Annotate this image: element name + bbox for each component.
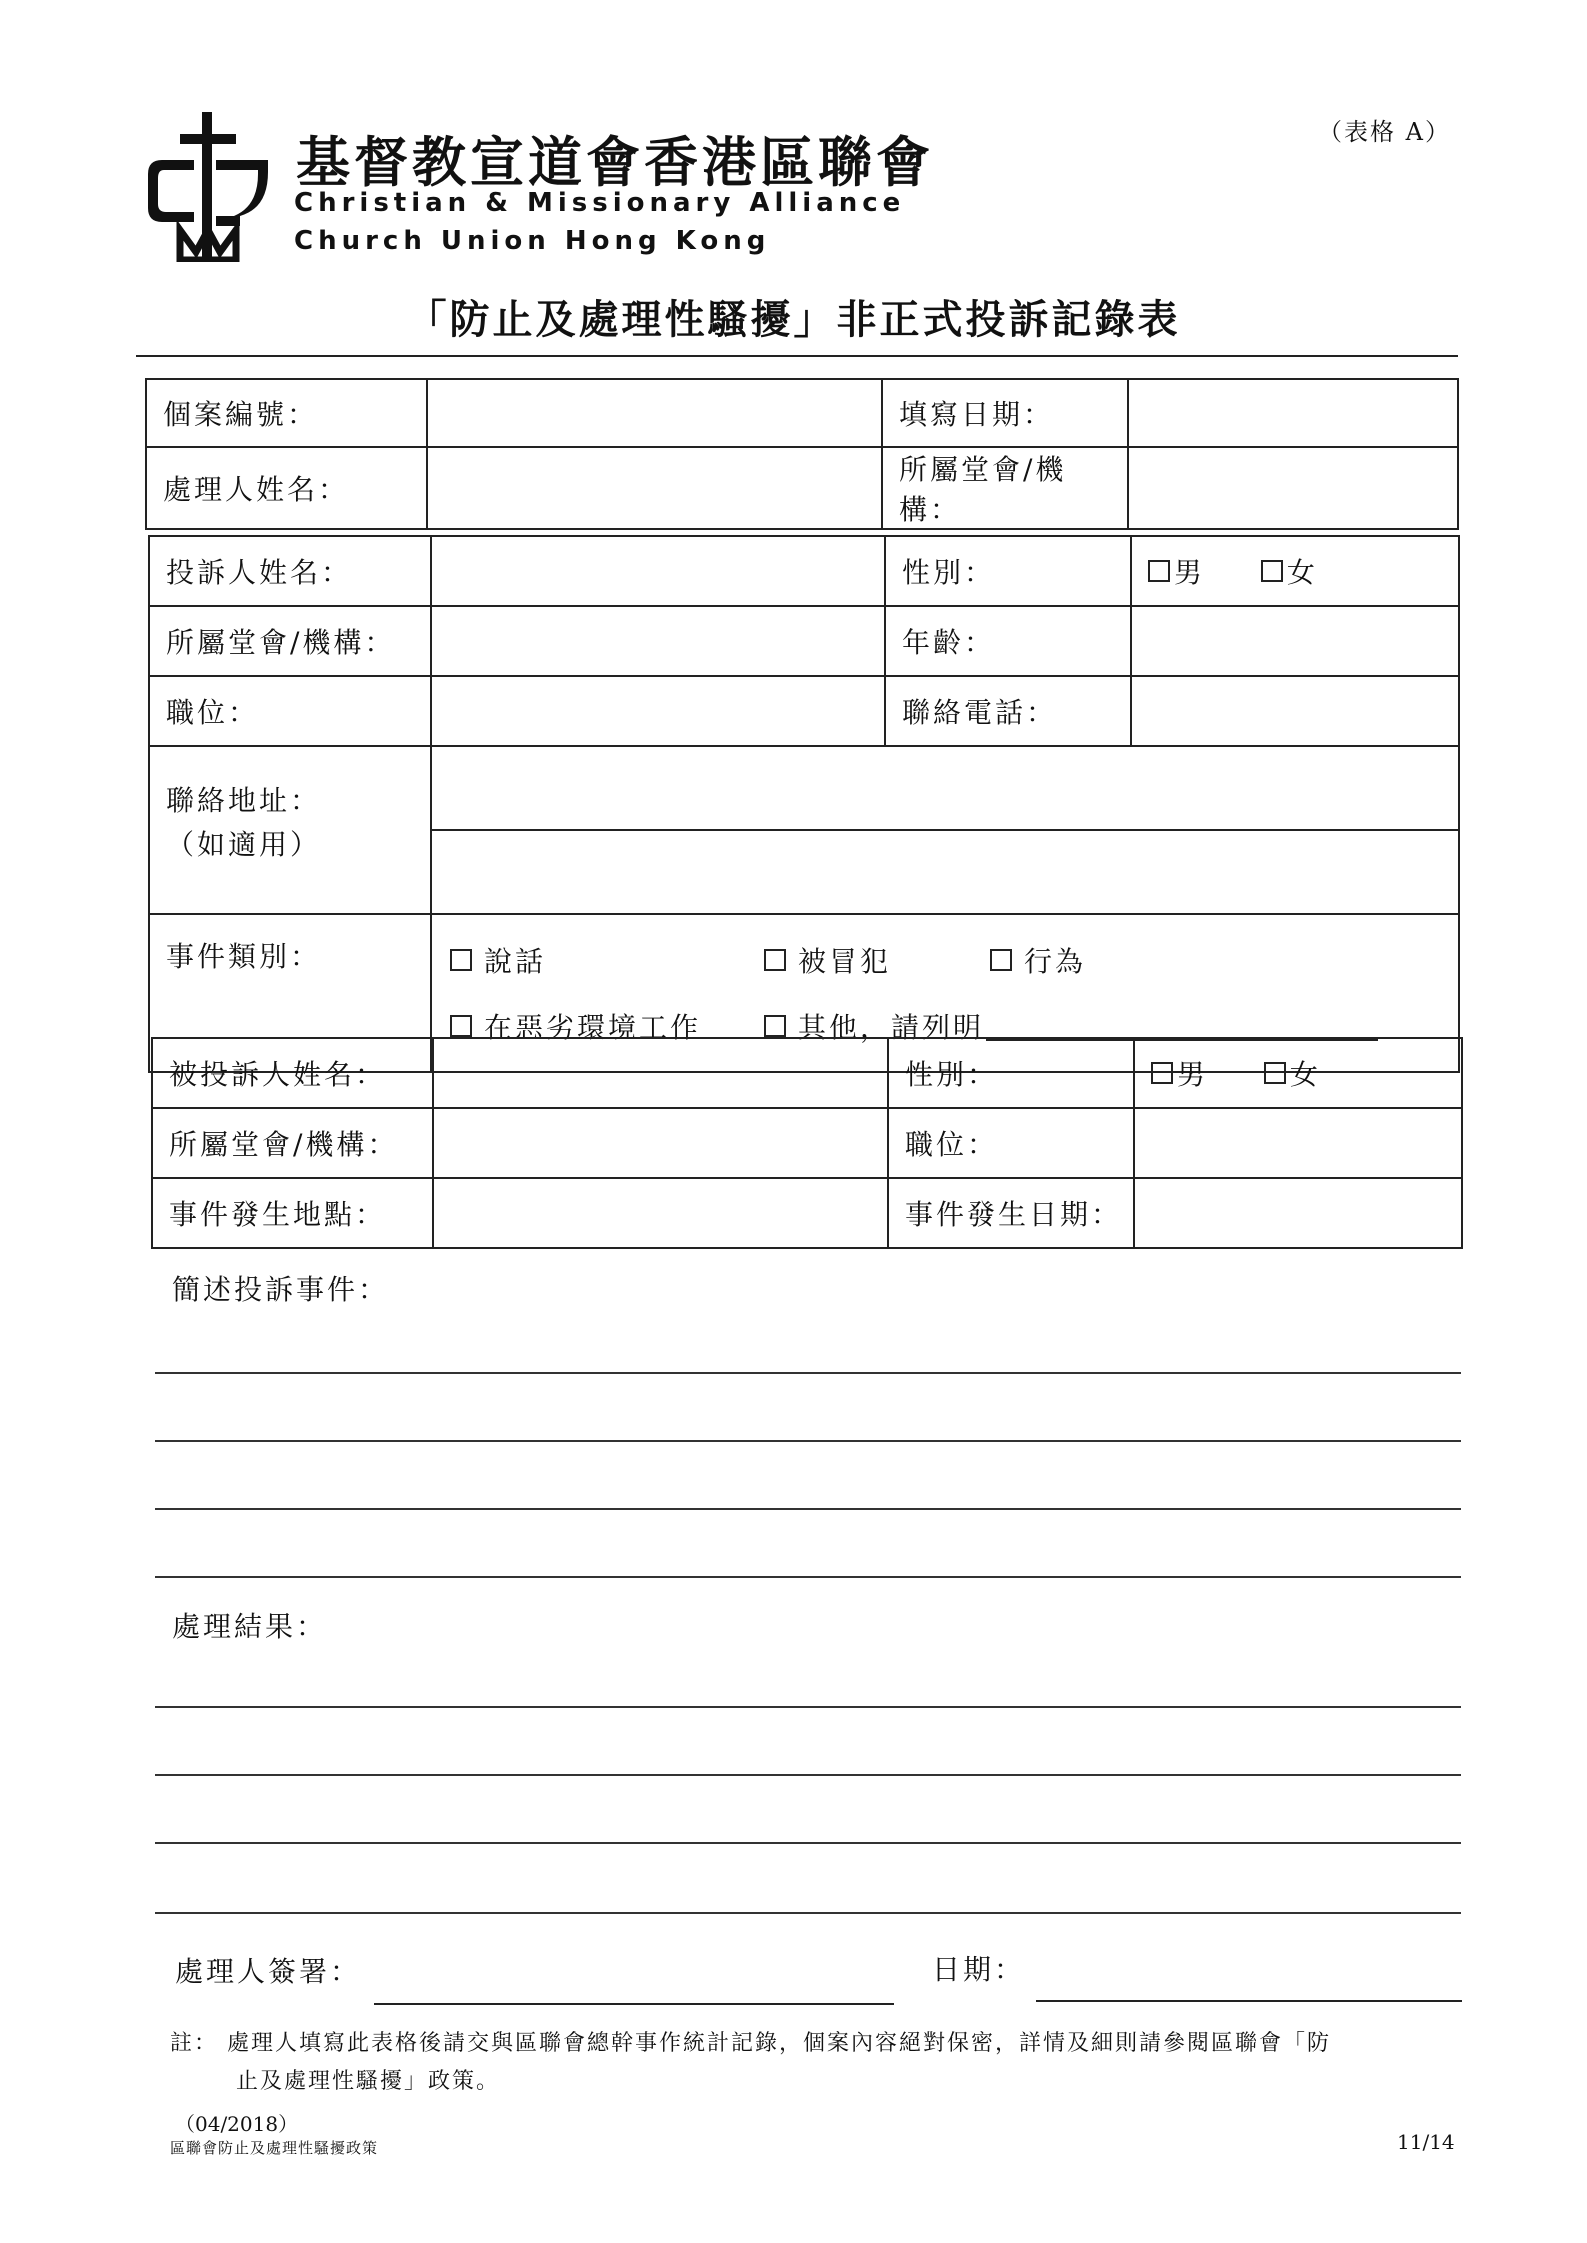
handler-org-label: 所屬堂會/機構： <box>882 447 1128 529</box>
case-no-label: 個案編號： <box>146 379 427 447</box>
title-divider <box>136 355 1458 357</box>
checkbox-icon[interactable] <box>990 949 1012 971</box>
footer-policy-name: 區聯會防止及處理性騷擾政策 <box>170 2139 379 2157</box>
result-line[interactable] <box>155 1842 1461 1844</box>
respondent-position-field[interactable] <box>1134 1108 1462 1178</box>
respondent-gender-label: 性別： <box>888 1038 1134 1108</box>
signature-label: 處理人簽署： <box>175 1955 362 1988</box>
summary-line[interactable] <box>155 1372 1461 1374</box>
respondent-name-field[interactable] <box>433 1038 888 1108</box>
result-line[interactable] <box>155 1912 1461 1914</box>
fill-date-field[interactable] <box>1128 379 1458 447</box>
complainant-address-label: 聯絡地址： （如適用） <box>149 746 431 914</box>
org-name-en-line2: Church Union Hong Kong <box>294 226 771 256</box>
page-number: 11/14 <box>1397 2130 1455 2154</box>
incident-date-field[interactable] <box>1134 1178 1462 1248</box>
result-label: 處理結果： <box>172 1610 328 1643</box>
result-line[interactable] <box>155 1706 1461 1708</box>
checkbox-icon[interactable] <box>450 1015 472 1037</box>
incident-location-label: 事件發生地點： <box>152 1178 433 1248</box>
complainant-phone-field[interactable] <box>1131 676 1459 746</box>
checkbox-icon[interactable] <box>450 949 472 971</box>
checkbox-icon[interactable] <box>1151 1062 1173 1084</box>
form-version: （04/2018） <box>175 2112 299 2136</box>
case-info-table <box>145 378 1459 530</box>
respondent-position-label: 職位： <box>888 1108 1134 1178</box>
address-line-2[interactable] <box>432 829 1458 897</box>
category-other-option[interactable]: 其他，請列明 <box>764 1006 1378 1046</box>
checkbox-icon[interactable] <box>1264 1062 1286 1084</box>
complainant-age-field[interactable] <box>1131 606 1459 676</box>
form-title: 「防止及處理性騷擾」非正式投訴記錄表 <box>406 296 1181 343</box>
category-hostile-env-option[interactable]: 在惡劣環境工作 <box>450 1006 764 1046</box>
checkbox-icon[interactable] <box>1261 560 1283 582</box>
complainant-name-field[interactable] <box>431 536 885 606</box>
complainant-org-field[interactable] <box>431 606 885 676</box>
org-name-en-line1: Christian & Missionary Alliance <box>294 188 906 218</box>
fill-date-label: 填寫日期： <box>882 379 1128 447</box>
handler-org-field[interactable] <box>1128 447 1458 529</box>
complainant-female-option[interactable]: 女 <box>1261 551 1318 591</box>
respondent-female-option[interactable]: 女 <box>1264 1053 1321 1093</box>
date-label: 日期： <box>932 1953 1026 1986</box>
category-label: 事件類別： <box>149 914 431 1072</box>
category-offended-option[interactable]: 被冒犯 <box>764 940 990 980</box>
date-line[interactable] <box>1036 2000 1462 2002</box>
summary-label: 簡述投訴事件： <box>172 1273 390 1306</box>
handler-name-field[interactable] <box>427 447 882 529</box>
complainant-gender-options <box>1131 536 1459 606</box>
address-line-1[interactable] <box>432 763 1458 829</box>
respondent-org-field[interactable] <box>433 1108 888 1178</box>
complainant-table <box>148 535 1460 1073</box>
checkbox-icon[interactable] <box>764 1015 786 1037</box>
incident-location-field[interactable] <box>433 1178 888 1248</box>
org-name-zh: 基督教宣道會香港區聯會 <box>296 130 934 194</box>
complainant-name-label: 投訴人姓名： <box>149 536 431 606</box>
summary-line[interactable] <box>155 1440 1461 1442</box>
signature-line[interactable] <box>374 2003 894 2005</box>
respondent-male-option[interactable]: 男 <box>1151 1053 1208 1093</box>
checkbox-icon[interactable] <box>764 949 786 971</box>
cross-chalice-logo-icon <box>140 112 280 262</box>
complainant-gender-label: 性別： <box>885 536 1131 606</box>
footnote: 註： 處理人填寫此表格後請交與區聯會總幹事作統計記錄，個案內容絕對保密，詳情及細則請參閱區聯會「防 止及處理性騷擾」政策。 <box>170 2031 1331 2094</box>
respondent-name-label: 被投訴人姓名： <box>152 1038 433 1108</box>
complainant-male-option[interactable]: 男 <box>1148 551 1205 591</box>
complainant-position-field[interactable] <box>431 676 885 746</box>
handler-name-label: 處理人姓名： <box>146 447 427 529</box>
complainant-phone-label: 聯絡電話： <box>885 676 1131 746</box>
category-behaviour-option[interactable]: 行為 <box>990 940 1086 980</box>
complainant-address-field[interactable] <box>431 746 1459 914</box>
summary-line[interactable] <box>155 1508 1461 1510</box>
form-code: （表格 A） <box>1318 118 1451 146</box>
category-speech-option[interactable]: 說話 <box>450 940 764 980</box>
result-line[interactable] <box>155 1774 1461 1776</box>
case-no-field[interactable] <box>427 379 882 447</box>
respondent-gender-options <box>1134 1038 1462 1108</box>
summary-line[interactable] <box>155 1576 1461 1578</box>
complainant-org-label: 所屬堂會/機構： <box>149 606 431 676</box>
respondent-table <box>151 1037 1463 1249</box>
checkbox-icon[interactable] <box>1148 560 1170 582</box>
complainant-position-label: 職位： <box>149 676 431 746</box>
incident-date-label: 事件發生日期： <box>888 1178 1134 1248</box>
respondent-org-label: 所屬堂會/機構： <box>152 1108 433 1178</box>
complainant-age-label: 年齡： <box>885 606 1131 676</box>
